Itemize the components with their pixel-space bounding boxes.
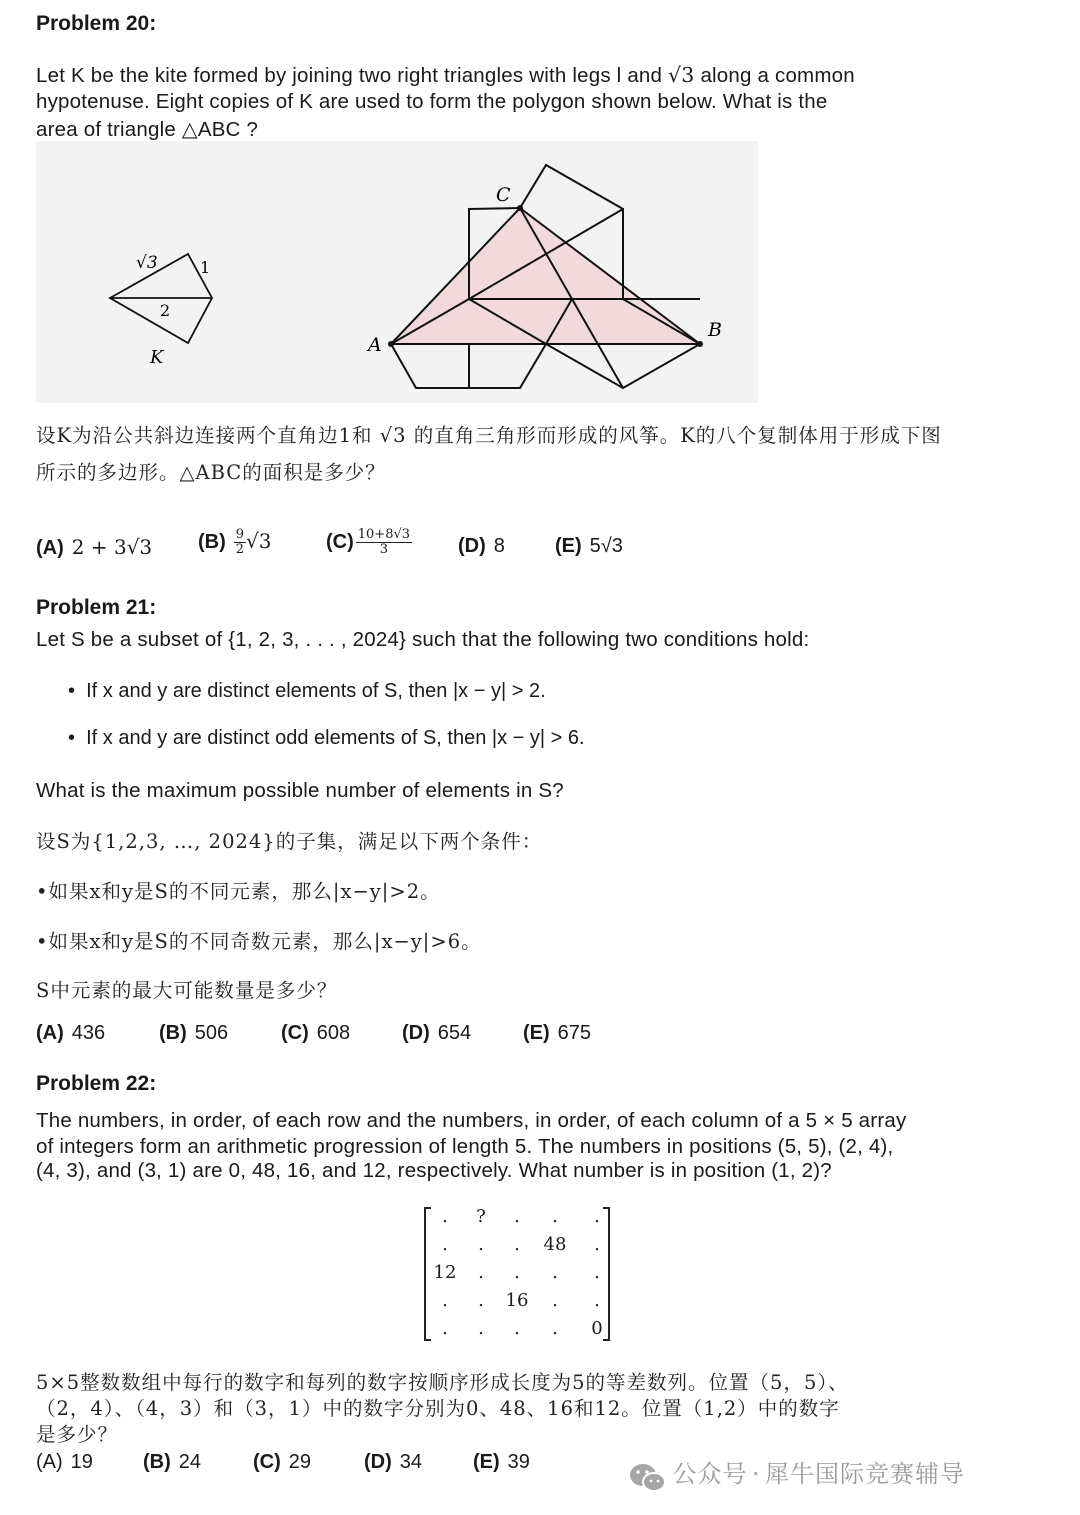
kite-k-diagram (110, 254, 212, 343)
option-value: √3 (246, 528, 272, 553)
p21-zh-line-4: S中元素的最大可能数量是多少？ (36, 979, 338, 1002)
fraction (356, 528, 412, 557)
p20-option-c[interactable] (326, 528, 412, 557)
p22-text-line-3: (4, 3), and (3, 1) are 0, 48, 16, and 12, respectively. What number is in position (1, 2)? (36, 1159, 832, 1182)
kite-label-1: 1 (200, 258, 211, 277)
p20-text-line-3: area of triangle △ABC ? (36, 118, 259, 141)
option-value: 2 + 3√3 (71, 535, 153, 559)
bullet-text: If x and y are distinct odd elements of S, then |x − y| > 6. (86, 727, 585, 749)
p20-option-a[interactable] (36, 535, 152, 560)
option-value: 39 (507, 1451, 530, 1473)
p20-figure-svg (36, 141, 758, 403)
option-value: 29 (288, 1451, 312, 1473)
vertex-b (697, 341, 703, 347)
option-value: 436 (71, 1022, 106, 1044)
p21-bullet-2: • If x and y are distinct odd elements of S, then |x − y| > 6. (68, 727, 585, 749)
p22-option-a[interactable] (36, 1451, 93, 1474)
p22-text-line-2: of integers form an arithmetic progression of length 5. The numbers in positions (5, 5), (2, 4), (36, 1135, 894, 1158)
matrix-cell: 16 (505, 1290, 529, 1311)
p21-intro: Let S be a subset of {1, 2, 3, . . . , 2024} such that the following two conditions hold: (36, 628, 810, 651)
matrix-cell: 12 (433, 1262, 457, 1283)
p20-option-e[interactable] (555, 535, 623, 558)
option-value: 8 (493, 535, 505, 557)
p22-option-b[interactable] (143, 1451, 201, 1474)
p21-option-c[interactable] (281, 1022, 350, 1045)
option-label: (D) (402, 1022, 430, 1044)
problem-22-heading: Problem 22: (36, 1072, 157, 1095)
fraction-den: 3 (379, 542, 389, 557)
p22-option-d[interactable] (364, 1451, 422, 1474)
p20-option-d[interactable] (458, 535, 505, 558)
watermark-account: 犀牛国际竞赛辅导 (765, 1460, 965, 1488)
vertex-a (388, 341, 394, 347)
matrix-cell: . (552, 1206, 558, 1227)
matrix-cell: . (594, 1290, 600, 1311)
matrix-cell: . (552, 1318, 558, 1339)
p22-option-e[interactable] (473, 1451, 530, 1474)
p20-text-line-2: hypotenuse. Eight copies of K are used to form the polygon shown below. What is the (36, 90, 828, 113)
fraction (234, 528, 246, 557)
option-label: (B) (159, 1022, 187, 1044)
p22-matrix (422, 1206, 612, 1342)
p20-zh-line-1a: 设K为沿公共斜边连接两个直角边1和 (36, 424, 373, 447)
p22-zh-line-3: 是多少？ (36, 1423, 119, 1446)
matrix-cell: . (442, 1290, 448, 1311)
fraction-den: 2 (235, 542, 245, 557)
watermark (628, 1454, 965, 1495)
problem-20-heading: Problem 20: (36, 12, 157, 35)
option-label: (A) (36, 1022, 64, 1044)
matrix-cell: . (514, 1234, 520, 1255)
matrix-cell: . (442, 1206, 448, 1227)
p22-option-c[interactable] (253, 1451, 311, 1474)
option-label: (B) (198, 530, 226, 553)
polygon-figure (388, 165, 703, 388)
p20-zh-line-2: 所示的多边形。△ABC的面积是多少？ (36, 461, 386, 484)
matrix-cell: 0 (591, 1318, 603, 1339)
matrix-cell: . (594, 1262, 600, 1283)
p20-text-line-1 (36, 63, 855, 88)
option-value: 19 (70, 1451, 93, 1473)
option-label: (A) (36, 1451, 63, 1473)
matrix-cell: . (514, 1206, 520, 1227)
option-value: 675 (557, 1022, 592, 1044)
option-value: 608 (316, 1022, 351, 1044)
p21-zh-line-3: •如果x和y是S的不同奇数元素，那么|x−y|>6。 (36, 930, 482, 953)
label-a: A (368, 334, 382, 356)
p20-text-line-1a: Let K be the kite formed by joining two right triangles with legs l and (36, 64, 663, 87)
option-value: 5√3 (589, 535, 623, 557)
sqrt3-inline-zh: √3 (379, 424, 407, 447)
matrix-cell: . (478, 1234, 484, 1255)
kite-label-sqrt3: √3 (136, 253, 158, 273)
p20-figure (36, 141, 758, 403)
p22-zh-line-2: （2，4）、（4，3）和（3，1）中的数字分别为0、48、16和12。位置（1,2）中的数字 (36, 1397, 840, 1420)
matrix-cell: . (442, 1318, 448, 1339)
option-label: (C) (281, 1022, 309, 1044)
matrix-cell: . (478, 1318, 484, 1339)
problem-21-heading: Problem 21: (36, 596, 157, 619)
p22-zh-line-1: 5×5整数数组中每行的数字和每列的数字按顺序形成长度为5的等差数列。位置（5，5）、 (36, 1371, 849, 1394)
wechat-icon (628, 1461, 668, 1495)
matrix-cell: . (552, 1262, 558, 1283)
label-c: C (496, 184, 511, 206)
option-label: (D) (364, 1451, 392, 1473)
p21-option-a[interactable] (36, 1022, 105, 1045)
p21-option-d[interactable] (402, 1022, 471, 1045)
p20-zh-line-1 (36, 420, 942, 448)
sqrt3-inline: √3 (668, 63, 695, 87)
p21-option-b[interactable] (159, 1022, 228, 1045)
option-label: (A) (36, 537, 64, 559)
kite-label-k: K (150, 347, 164, 368)
option-label: (E) (555, 535, 582, 557)
matrix-cell: ? (476, 1206, 486, 1227)
p21-question: What is the maximum possible number of elements in S? (36, 779, 564, 802)
option-label: (C) (253, 1451, 281, 1473)
fraction-num: 9 (235, 527, 245, 542)
matrix-cell: 48 (543, 1234, 567, 1255)
p21-zh-line-2: •如果x和y是S的不同元素，那么|x−y|>2。 (36, 880, 441, 903)
p22-text-line-1: The numbers, in order, of each row and the numbers, in order, of each column of a 5 × 5 array (36, 1109, 907, 1132)
watermark-source: 公众号 (672, 1460, 748, 1488)
option-value: 506 (194, 1022, 229, 1044)
option-value: 24 (178, 1451, 202, 1473)
matrix-cell: . (594, 1234, 600, 1255)
matrix-cell: . (442, 1234, 448, 1255)
matrix-cell: . (514, 1318, 520, 1339)
p20-zh-line-1b: 的直角三角形而形成的风筝。K的八个复制体用于形成下图 (413, 424, 942, 447)
matrix-cell: . (514, 1262, 520, 1283)
vertex-c (517, 205, 523, 211)
label-b: B (708, 319, 722, 341)
fraction-num: 10+8√3 (357, 527, 411, 542)
p21-zh-line-1: 设S为{1,2,3, …, 2024}的子集，满足以下两个条件： (36, 830, 543, 853)
p21-option-e[interactable] (523, 1022, 591, 1045)
p21-bullet-1: • If x and y are distinct elements of S, then |x − y| > 2. (68, 680, 546, 702)
matrix-cell: . (594, 1206, 600, 1227)
option-label: (E) (523, 1022, 550, 1044)
p20-text-line-1b: along a common (700, 64, 855, 87)
matrix-cell: . (478, 1290, 484, 1311)
watermark-dot: · (751, 1460, 761, 1488)
bullet-text: If x and y are distinct elements of S, then |x − y| > 2. (86, 680, 546, 702)
p20-option-b[interactable] (198, 528, 272, 557)
option-label: (B) (143, 1451, 171, 1473)
option-label: (E) (473, 1451, 500, 1473)
kite-label-2: 2 (160, 301, 171, 320)
matrix-cell: . (552, 1290, 558, 1311)
option-value: 654 (437, 1022, 472, 1044)
option-label: (D) (458, 535, 486, 557)
matrix-cell: . (478, 1262, 484, 1283)
option-label: (C) (326, 530, 354, 553)
option-value: 34 (399, 1451, 423, 1473)
